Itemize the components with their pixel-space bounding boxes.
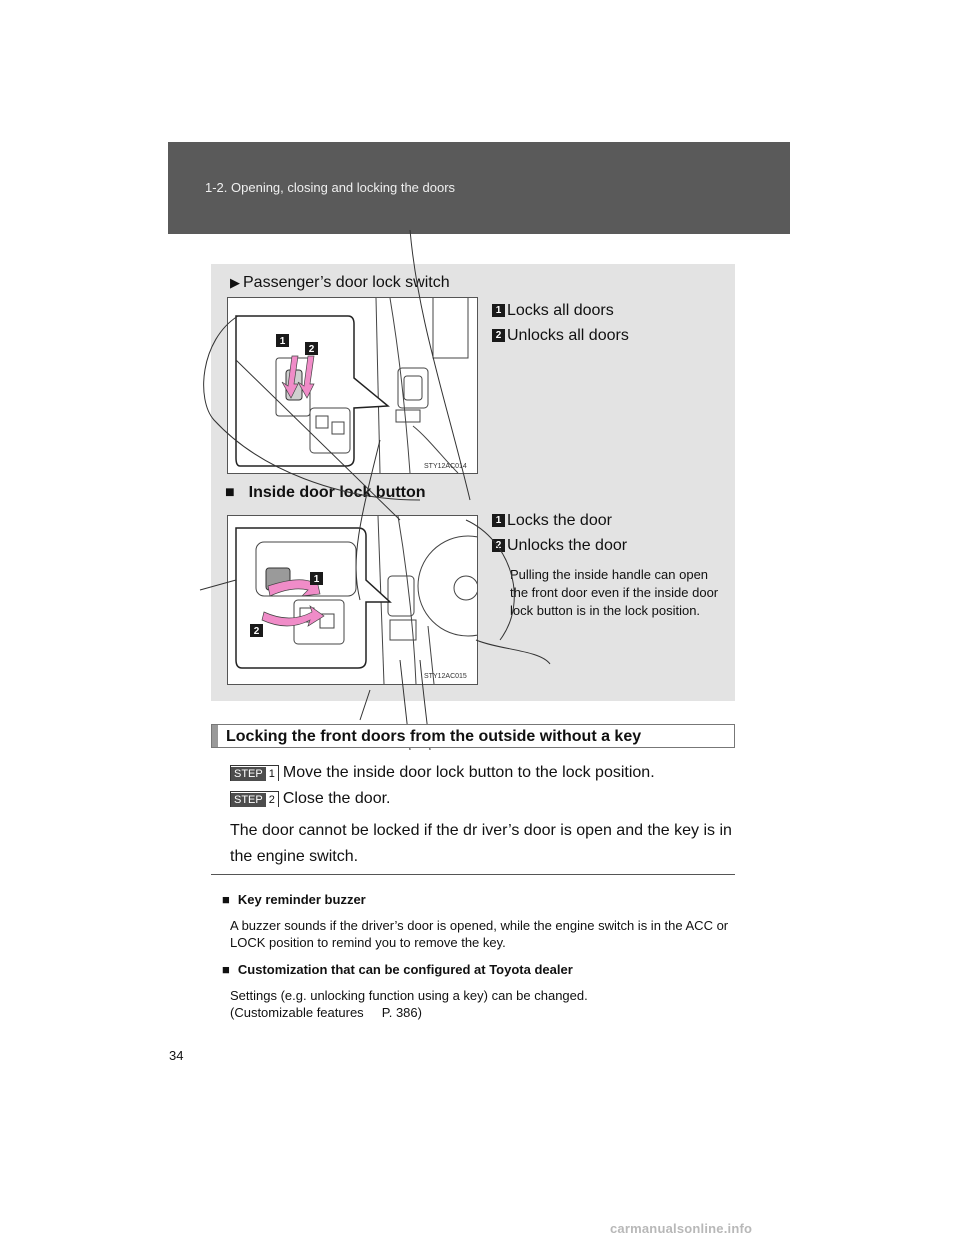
- key-reminder-text: A buzzer sounds if the driver’s door is opened, while the engine switch is in the ACC or LOCK position to remind you to remove the key.: [230, 918, 729, 950]
- legend-unlock-door: 2 Unlocks the door: [492, 537, 627, 555]
- outside-lock-note: The door cannot be locked if the dr iver’s door is open and the key is in the engine switch.: [230, 822, 732, 865]
- bullet-square-icon: ■: [222, 892, 230, 907]
- section-accent: [212, 725, 218, 747]
- key-reminder-heading: ■ Key reminder buzzer: [222, 892, 366, 907]
- outside-lock-section-bar: [211, 724, 735, 748]
- image-code: STY12AC015: [424, 673, 467, 680]
- inside-button-title: ■ Inside door lock button: [225, 484, 426, 501]
- divider: [211, 874, 735, 875]
- legend-lock-all: 1 Locks all doors: [492, 302, 614, 320]
- legend-lock-door: 1 Locks the door: [492, 512, 612, 530]
- watermark: carmanualsonline.info: [610, 1221, 753, 1236]
- svg-text:1: 1: [313, 574, 320, 585]
- svg-text:1: 1: [279, 336, 286, 347]
- passenger-switch-title: ▶ Passenger’s door lock switch: [230, 274, 450, 291]
- customization-text: Settings (e.g. unlocking function using a key) can be changed.: [230, 988, 588, 1003]
- triangle-icon: ▶: [230, 275, 240, 290]
- image-code: STY12AC014: [424, 463, 467, 470]
- bullet-square-icon: ■: [222, 962, 230, 977]
- bullet-square-icon: ■: [225, 484, 235, 501]
- customization-reference: (Customizable features P. 386): [230, 1005, 422, 1020]
- step-badge: STEP 1: [230, 765, 279, 781]
- legend-unlock-all: 2 Unlocks all doors: [492, 327, 629, 345]
- svg-text:2: 2: [308, 344, 315, 355]
- step-1: STEP 1 Move the inside door lock button to the lock position.: [230, 764, 655, 782]
- step-2: STEP 2 Close the door.: [230, 790, 390, 808]
- chapter-title: 1-2. Opening, closing and locking the doors: [205, 180, 456, 195]
- customization-heading: ■ Customization that can be configured at Toyota dealer: [222, 962, 573, 977]
- step-badge: STEP 2: [230, 791, 279, 807]
- outside-lock-title: Locking the front doors from the outside without a key: [226, 728, 642, 745]
- svg-text:2: 2: [253, 626, 260, 637]
- page-number: 34: [169, 1048, 184, 1063]
- inside-handle-note: Pulling the inside handle can open the front door even if the inside door lock button is in the lock position.: [510, 567, 719, 618]
